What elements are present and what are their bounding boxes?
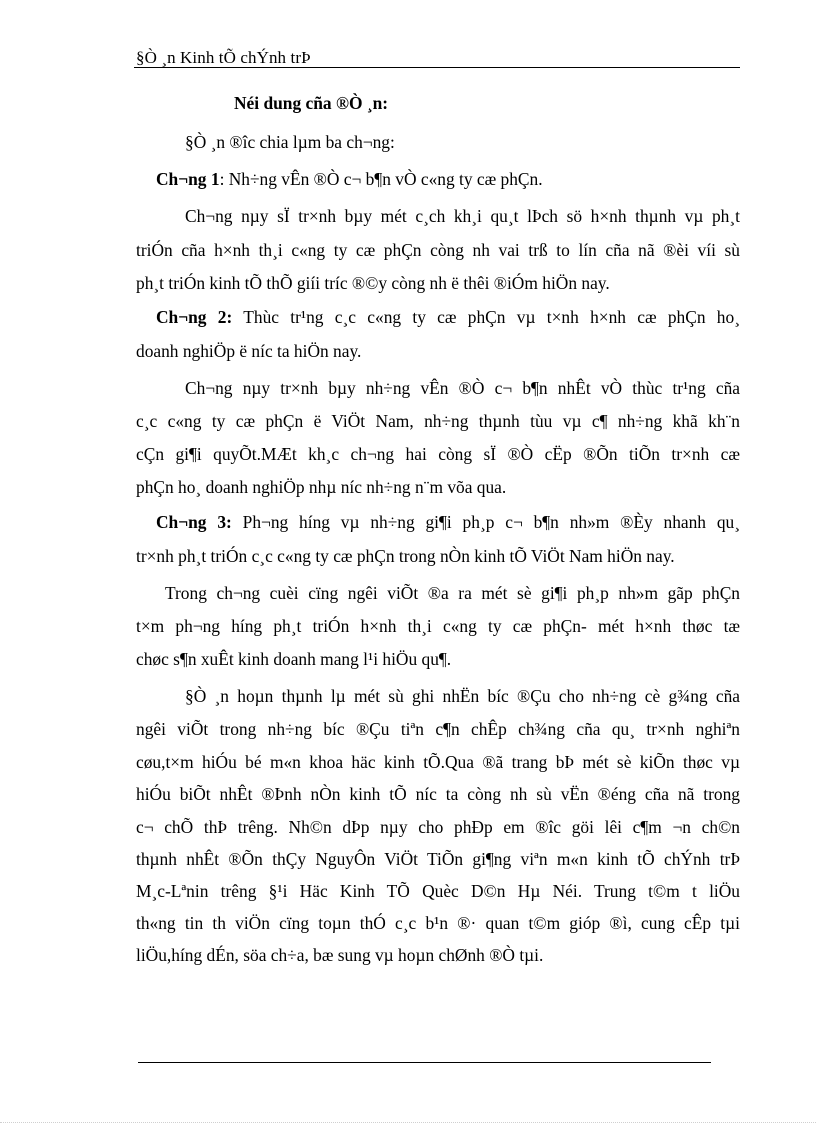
chapter-1-desc-line: Ch¬ng nµy sÏ tr×nh bµy mét c¸ch kh¸i qu¸t lÞch sö h×nh thµnh vµ ph¸t <box>185 206 740 226</box>
closing-line: chøc s¶n xuÊt kinh doanh mang l¹i hiÖu qu¶. <box>136 649 452 669</box>
chapter-2-desc-line: cÇn gi¶i quyÕt.MÆt kh¸c ch¬ng hai còng sÏ ®Ò cËp ®Õn tiÕn tr×nh cæ <box>136 444 740 464</box>
chapter-2-title-line: doanh nghiÖp ë níc ta hiÖn nay. <box>136 341 362 361</box>
page-header: §Ò ¸n Kinh tÕ chÝnh trÞ <box>136 48 311 67</box>
acknowledgement-line: liÖu,híng dÉn, söa ch÷a, bæ sung vµ hoµn chØnh ®Ò tµi. <box>136 945 544 965</box>
chapter-1-title: : Nh÷ng vÊn ®Ò c¬ b¶n vÒ c«ng ty cæ phÇn. <box>219 169 543 189</box>
chapter-2-title: Thùc tr¹ng c¸c c«ng ty cæ phÇn vµ t×nh h×nh cæ phÇn ho¸ <box>232 307 740 327</box>
chapter-1-desc-line: triÓn cña h×nh th¸i c«ng ty cæ phÇn còng nh vai trß to lín cña nã ®èi víi sù <box>136 240 740 260</box>
chapter-3-title-line: tr×nh ph¸t triÓn c¸c c«ng ty cæ phÇn trong nÒn kinh tÕ ViÖt Nam hiÖn nay. <box>136 546 675 566</box>
chapter-1-desc-line: ph¸t triÓn kinh tÕ thÕ giíi tríc ®©y còng nh ë thêi ®iÓm hiÖn nay. <box>136 273 610 293</box>
acknowledgement-line: hiÓu biÕt nhÊt ®Þnh nÒn kinh tÕ níc ta còng nh sù vËn ®éng cña nã trong <box>136 784 740 804</box>
section-heading: Néi dung cña ®Ò ¸n: <box>234 93 389 113</box>
chapter-2-heading <box>156 306 740 328</box>
acknowledgement-line: ngêi viÕt trong nh÷ng bíc ®Çu tiªn c¶n chÊp ch¾ng cña qu¸ tr×nh nghiªn <box>136 719 740 739</box>
chapter-1-heading <box>156 168 543 190</box>
chapter-1-label: Ch¬ng 1 <box>156 169 220 189</box>
chapter-2-desc-line: Ch¬ng nµy tr×nh bµy nh÷ng vÊn ®Ò c¬ b¶n nhÊt vÒ thùc tr¹ng cña <box>185 378 740 398</box>
acknowledgement-line: c¬ chÕ thÞ trêng. Nh©n dÞp nµy cho phÐp em ®îc göi lêi c¶m ¬n ch©n <box>136 817 740 837</box>
chapter-2-label: Ch¬ng 2: <box>156 307 233 327</box>
acknowledgement-line: th«ng tin th viÖn cïng toµn thÓ c¸c b¹n ®· quan t©m gióp ®ì, cung cÊp tµi <box>136 913 740 933</box>
closing-line: t×m ph¬ng híng ph¸t triÓn h×nh th¸i c«ng ty cæ phÇn- mét h×nh thøc tæ <box>136 616 740 636</box>
acknowledgement-line: thµnh nhÊt ®Õn thÇy NguyÔn ViÖt TiÕn gi¶ng viªn m«n kinh tÕ chÝnh trÞ <box>136 849 740 869</box>
footer-divider <box>138 1062 711 1063</box>
chapter-3-title: Ph¬ng híng vµ nh÷ng gi¶i ph¸p c¬ b¶n nh»m ®Èy nhanh qu¸ <box>231 512 741 532</box>
chapter-3-label: Ch¬ng 3: <box>156 512 232 532</box>
acknowledgement-line: M¸c-Lªnin trêng §¹i Häc Kinh TÕ Quèc D©n Hµ Néi. Trung t©m t liÖu <box>136 881 740 901</box>
intro-text: §Ò ¸n ®îc chia lµm ba ch¬ng: <box>185 132 395 152</box>
acknowledgement-line: §Ò ¸n hoµn thµnh lµ mét sù ghi nhËn bíc ®Çu cho nh÷ng cè g¾ng cña <box>185 686 740 706</box>
closing-line: Trong ch¬ng cuèi cïng ngêi viÕt ®a ra mét sè gi¶i ph¸p nh»m gãp phÇn <box>165 583 740 603</box>
chapter-2-desc-line: c¸c c«ng ty cæ phÇn ë ViÖt Nam, nh÷ng thµnh tùu vµ c¶ nh÷ng khã kh¨n <box>136 411 740 431</box>
acknowledgement-line: cøu,t×m hiÓu bé m«n khoa häc kinh tÕ.Qua ®ã trang bÞ mét sè kiÕn thøc vµ <box>136 752 740 772</box>
chapter-3-heading <box>156 511 740 533</box>
chapter-2-desc-line: phÇn ho¸ doanh nghiÖp nhµ níc nh÷ng n¨m võa qua. <box>136 477 507 497</box>
header-divider <box>134 67 740 68</box>
